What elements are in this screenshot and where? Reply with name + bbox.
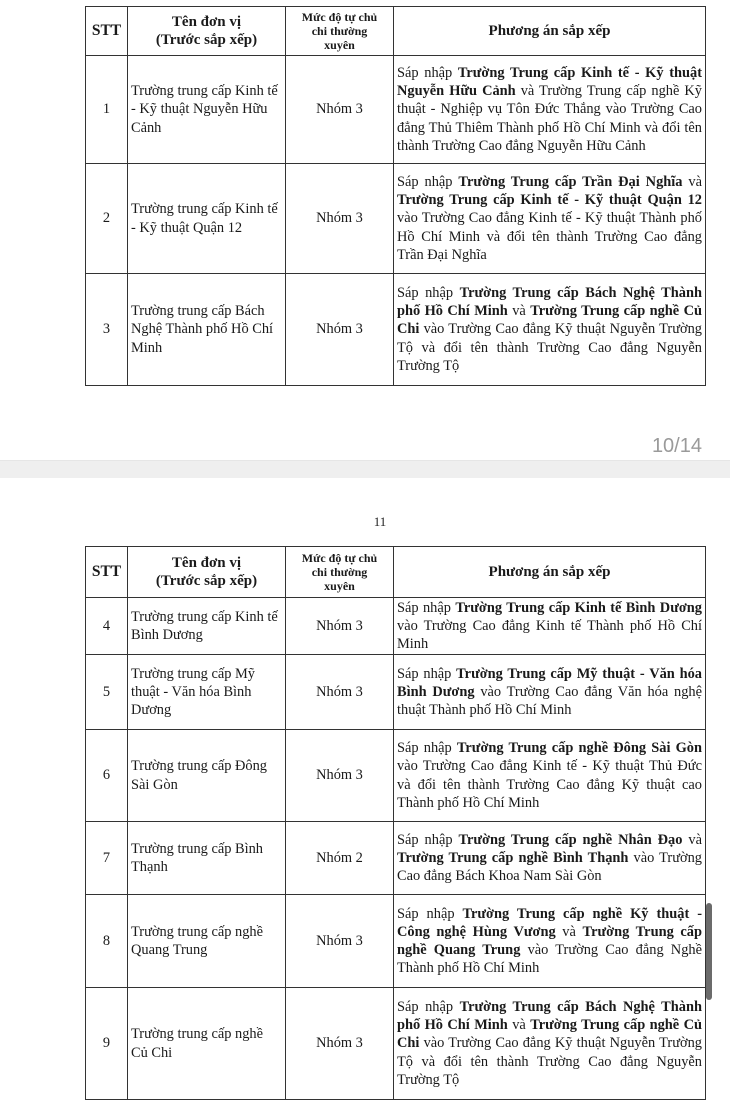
plan-bold-segment: Trường Trung cấp nghề Kỹ thuật - Công nghệ Hùng Vương <box>397 905 702 940</box>
table-row <box>86 164 706 274</box>
plan-text-segment: Sáp nhập <box>397 905 463 922</box>
document-page-10 <box>0 0 730 460</box>
row-unit-name: Trường trung cấp Kinh tế - Kỹ thuật Quận 12 <box>128 164 286 274</box>
plan-text-segment: và <box>682 173 702 190</box>
row-unit-name: Trường trung cấp Bình Thạnh <box>128 822 286 895</box>
row-stt: 2 <box>86 164 128 274</box>
plan-bold-segment: Trường Trung cấp Kinh tế - Kỹ thuật Nguyễn Hữu Cảnh <box>397 64 702 100</box>
row-autonomy-level: Nhóm 3 <box>286 895 394 988</box>
plan-bold-segment: Trường Trung cấp nghề Củ Chi <box>397 1017 703 1052</box>
row-unit-name: Trường trung cấp Bách Nghệ Thành phố Hồ Chí Minh <box>128 274 286 386</box>
table-row <box>86 56 706 164</box>
header-unit-name <box>128 7 286 56</box>
row-arrangement-plan <box>394 274 706 386</box>
header-arrangement-plan: Phương án sắp xếp <box>394 547 706 598</box>
plan-bold-segment: Trường Trung cấp nghề Đông Sài Gòn <box>456 740 702 757</box>
table-row <box>86 822 706 895</box>
plan-text-segment: và <box>507 303 531 320</box>
arrangement-table-part-2 <box>85 546 706 1100</box>
plan-bold-segment: Trường Trung cấp Kinh tế Bình Dương <box>455 599 702 616</box>
header-level-line1: Mức độ tự chủ <box>301 10 378 24</box>
table-header-row <box>86 7 706 56</box>
row-autonomy-level: Nhóm 2 <box>286 822 394 895</box>
row-unit-name: Trường trung cấp Kinh tế Bình Dương <box>128 598 286 655</box>
plan-text-segment: và <box>682 831 702 848</box>
row-unit-name: Trường trung cấp Mỹ thuật - Văn hóa Bình Dương <box>128 655 286 730</box>
row-stt: 4 <box>86 598 128 655</box>
row-arrangement-plan <box>394 730 706 822</box>
row-autonomy-level: Nhóm 3 <box>286 655 394 730</box>
plan-bold-segment: Trường Trung cấp nghề Nhân Đạo <box>458 831 683 848</box>
page-number: 11 <box>373 514 387 529</box>
header-arrangement-plan: Phương án sắp xếp <box>394 7 706 56</box>
table-header-row <box>86 547 706 598</box>
row-stt: 1 <box>86 56 128 164</box>
row-autonomy-level: Nhóm 3 <box>286 274 394 386</box>
row-autonomy-level: Nhóm 3 <box>286 730 394 822</box>
plan-text-segment: Sáp nhập <box>397 665 457 682</box>
plan-text-segment: Sáp nhập <box>397 740 457 757</box>
plan-text-segment: và <box>507 1017 531 1034</box>
row-stt: 5 <box>86 655 128 730</box>
plan-text-segment: vào Trường Cao đẳng Kinh tế - Kỹ thuật Thành phố Hồ Chí Minh và đổi tên thành Trường Cao đẳng Trần Đại Nghĩa <box>397 210 702 263</box>
row-arrangement-plan <box>394 822 706 895</box>
plan-text-segment: và Trường Trung cấp nghề Kỹ thuật - Nghiệp vụ Tôn Đức Thắng vào Trường Cao đẳng Thủ Thiêm Thành phố Hồ Chí Minh và đổi tên thành Trường Cao đẳng Nguyễn Hữu Cảnh <box>397 83 702 154</box>
header-level-line1: Mức độ tự chủ <box>301 551 378 565</box>
plan-bold-segment: Trường Trung cấp nghề Củ Chi <box>397 303 703 338</box>
table-row <box>86 895 706 988</box>
row-autonomy-level: Nhóm 3 <box>286 598 394 655</box>
row-autonomy-level: Nhóm 3 <box>286 164 394 274</box>
row-stt: 7 <box>86 822 128 895</box>
plan-text-segment: vào Trường Cao đẳng Nghề Thành phố Hồ Chí Minh <box>397 942 702 977</box>
table-row <box>86 274 706 386</box>
row-arrangement-plan <box>394 895 706 988</box>
row-stt: 9 <box>86 988 128 1100</box>
plan-text-segment: vào Trường Cao đẳng Kỹ thuật Nguyễn Trường Tộ và đổi tên thành Trường Cao đẳng Nguyễn Trường Tộ <box>397 1035 702 1088</box>
row-arrangement-plan <box>394 164 706 274</box>
row-unit-name: Trường trung cấp Kinh tế - Kỹ thuật Nguyễn Hữu Cảnh <box>128 56 286 164</box>
plan-bold-segment: Trường Trung cấp nghề Bình Thạnh <box>397 849 629 866</box>
row-autonomy-level: Nhóm 3 <box>286 56 394 164</box>
plan-text-segment: Sáp nhập <box>397 998 460 1015</box>
table-body-page-10 <box>86 56 706 386</box>
header-level-line3: xuyên <box>324 38 355 52</box>
plan-text-segment: vào Trường Cao đẳng Văn hóa nghệ thuật Thành phố Hồ Chí Minh <box>397 683 702 719</box>
row-autonomy-level: Nhóm 3 <box>286 988 394 1100</box>
table-row <box>86 988 706 1100</box>
plan-bold-segment: Trường Trung cấp Kinh tế - Kỹ thuật Quận 12 <box>397 192 702 209</box>
table-row <box>86 598 706 655</box>
plan-bold-segment: Trường Trung cấp Bách Nghệ Thành phố Hồ Chí Minh <box>397 284 702 320</box>
vertical-scrollbar[interactable] <box>706 903 712 1000</box>
row-unit-name: Trường trung cấp nghề Quang Trung <box>128 895 286 988</box>
plan-text-segment: Sáp nhập <box>397 831 459 848</box>
row-unit-name: Trường trung cấp nghề Củ Chi <box>128 988 286 1100</box>
table-body-page-11 <box>86 598 706 1100</box>
plan-text-segment: vào Trường Cao đẳng Kinh tế - Kỹ thuật Thủ Đức và đổi tên thành Trường Cao đẳng Kỹ thuật cao Thành phố Hồ Chí Minh <box>397 758 702 811</box>
arrangement-table-part-1 <box>85 6 706 386</box>
plan-bold-segment: Trường Trung cấp nghề Quang Trung <box>397 923 703 958</box>
document-page-11 <box>0 478 730 1095</box>
header-level-line2: chi thường <box>311 565 368 579</box>
plan-text-segment: vào Trường Cao đẳng Bách Khoa Nam Sài Gòn <box>397 849 703 885</box>
row-stt: 6 <box>86 730 128 822</box>
header-unit-name-line1: Tên đơn vị <box>171 14 242 30</box>
plan-text-segment: vào Trường Cao đẳng Kinh tế Thành phố Hồ Chí Minh <box>397 617 702 653</box>
plan-text-segment: Sáp nhập <box>397 284 460 301</box>
row-arrangement-plan <box>394 56 706 164</box>
header-unit-name-line1: Tên đơn vị <box>171 555 242 571</box>
table-row <box>86 655 706 730</box>
plan-bold-segment: Trường Trung cấp Bách Nghệ Thành phố Hồ Chí Minh <box>397 998 702 1034</box>
header-level-line2: chi thường <box>311 24 368 38</box>
plan-text-segment: vào Trường Cao đẳng Kỹ thuật Nguyễn Trường Tộ và đổi tên thành Trường Cao đẳng Nguyễn Trường Tộ <box>397 321 702 374</box>
plan-bold-segment: Trường Trung cấp Trần Đại Nghĩa <box>458 173 683 190</box>
plan-text-segment: Sáp nhập <box>397 599 456 616</box>
header-autonomy-level <box>286 547 394 598</box>
plan-text-segment: Sáp nhập <box>397 173 459 190</box>
row-stt: 8 <box>86 895 128 988</box>
page-separator <box>0 460 730 480</box>
row-stt: 3 <box>86 274 128 386</box>
plan-text-segment: và <box>555 923 583 940</box>
header-stt: STT <box>86 547 128 598</box>
header-unit-name <box>128 547 286 598</box>
header-stt: STT <box>86 7 128 56</box>
header-unit-name-line2: (Trước sắp xếp) <box>155 573 258 589</box>
row-arrangement-plan <box>394 655 706 730</box>
row-arrangement-plan <box>394 598 706 655</box>
page-indicator: 10/14 <box>651 435 702 457</box>
header-level-line3: xuyên <box>324 579 355 593</box>
plan-text-segment: Sáp nhập <box>397 64 458 81</box>
row-unit-name: Trường trung cấp Đông Sài Gòn <box>128 730 286 822</box>
header-autonomy-level <box>286 7 394 56</box>
table-row <box>86 730 706 822</box>
row-arrangement-plan <box>394 988 706 1100</box>
header-unit-name-line2: (Trước sắp xếp) <box>155 32 258 48</box>
plan-bold-segment: Trường Trung cấp Mỹ thuật - Văn hóa Bình Dương <box>397 665 702 700</box>
